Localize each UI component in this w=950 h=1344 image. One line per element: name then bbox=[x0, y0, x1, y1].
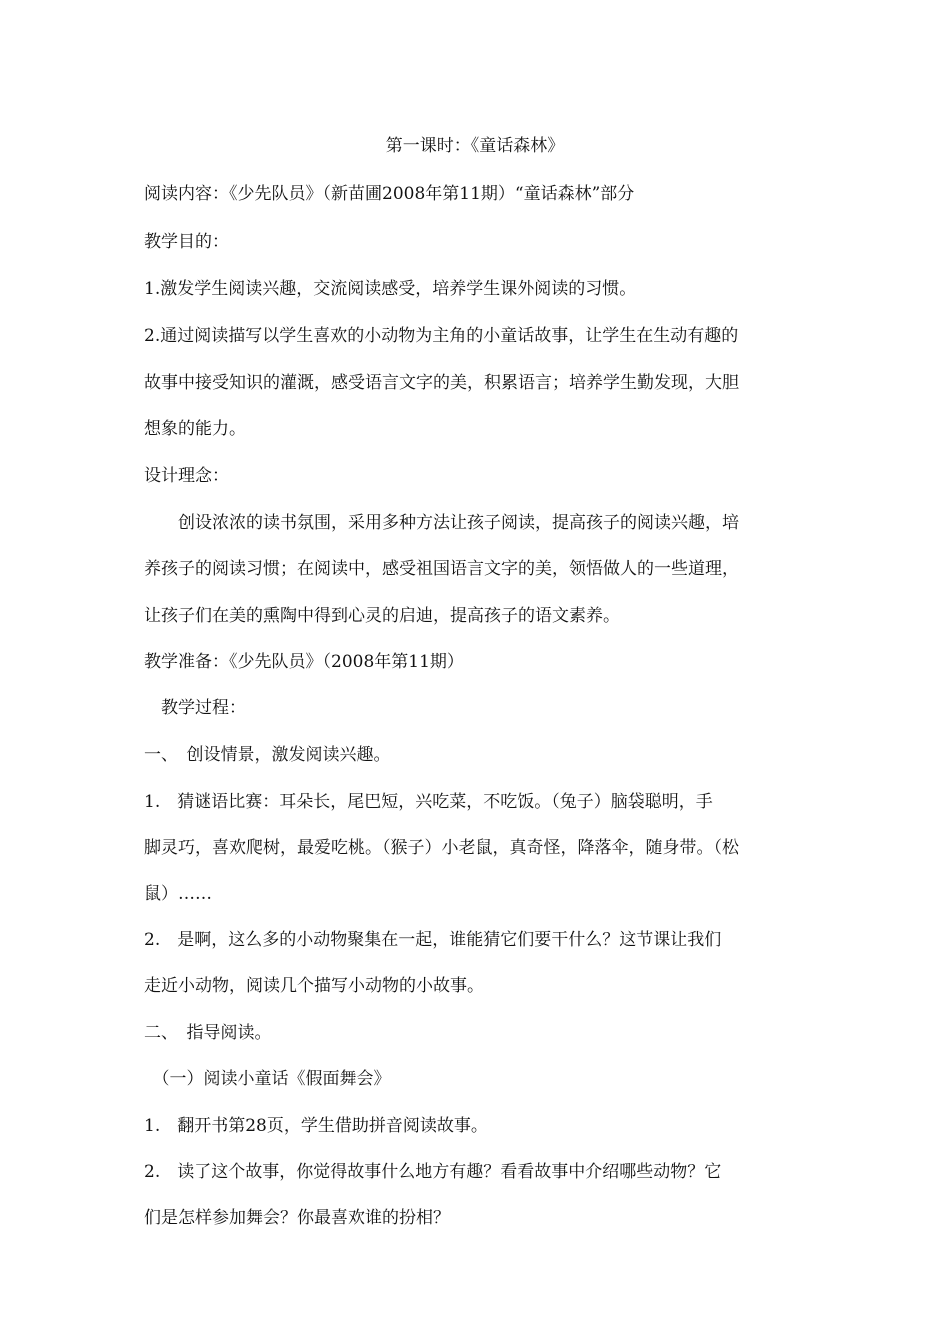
riddle-line-3: 鼠）…… bbox=[144, 884, 212, 904]
design-concept-heading: 设计理念： bbox=[144, 466, 229, 486]
riddle-line-1: 1. 猜谜语比赛：耳朵长，尾巴短，兴吃菜，不吃饭。（兔子）脑袋聪明，手 bbox=[144, 792, 713, 812]
design-concept-line-1: 创设浓浓的读书氛围，采用多种方法让孩子阅读，提高孩子的阅读兴趣，培 bbox=[144, 513, 739, 533]
teaching-process-heading: 教学过程： bbox=[144, 698, 246, 718]
teaching-goals-heading: 教学目的： bbox=[144, 232, 229, 252]
section-1-heading: 一、 创设情景，激发阅读兴趣。 bbox=[144, 745, 391, 765]
goal-2-line-1: 2.通过阅读描写以学生喜欢的小动物为主角的小童话故事，让学生在生动有趣的 bbox=[144, 326, 739, 346]
lesson-title: 第一课时：《童话森林》 bbox=[385, 136, 565, 156]
goal-2-line-3: 想象的能力。 bbox=[144, 419, 246, 439]
step-1-line: 1. 翻开书第28页，学生借助拼音阅读故事。 bbox=[144, 1116, 488, 1136]
item-2-line-2: 走近小动物，阅读几个描写小动物的小故事。 bbox=[144, 976, 484, 996]
step-2-line-1: 2. 读了这个故事，你觉得故事什么地方有趣？看看故事中介绍哪些动物？它 bbox=[144, 1162, 722, 1182]
design-concept-line-2: 养孩子的阅读习惯；在阅读中，感受祖国语言文字的美，领悟做人的一些道理， bbox=[144, 559, 739, 579]
riddle-line-2: 脚灵巧，喜欢爬树，最爱吃桃。（猴子）小老鼠，真奇怪，降落伞，随身带。（松 bbox=[144, 838, 739, 858]
goal-2-line-2: 故事中接受知识的灌溉，感受语言文字的美，积累语言；培养学生勤发现，大胆 bbox=[144, 373, 739, 393]
section-2-heading: 二、 指导阅读。 bbox=[144, 1023, 272, 1043]
item-2-line-1: 2. 是啊，这么多的小动物聚集在一起，谁能猜它们要干什么？这节课让我们 bbox=[144, 930, 722, 950]
step-2-line-2: 们是怎样参加舞会？你最喜欢谁的扮相？ bbox=[144, 1208, 450, 1228]
subsection-1-heading: （一）阅读小童话《假面舞会》 bbox=[144, 1069, 391, 1089]
goal-1-line: 1.激发学生阅读兴趣，交流阅读感受，培养学生课外阅读的习惯。 bbox=[144, 279, 637, 299]
teaching-prep-line: 教学准备：《少先队员》（2008年第11期） bbox=[144, 652, 464, 672]
design-concept-line-3: 让孩子们在美的熏陶中得到心灵的启迪，提高孩子的语文素养。 bbox=[144, 606, 620, 626]
reading-content-line: 阅读内容：《少先队员》（新苗圃2008年第11期）“童话森林”部分 bbox=[144, 184, 635, 204]
